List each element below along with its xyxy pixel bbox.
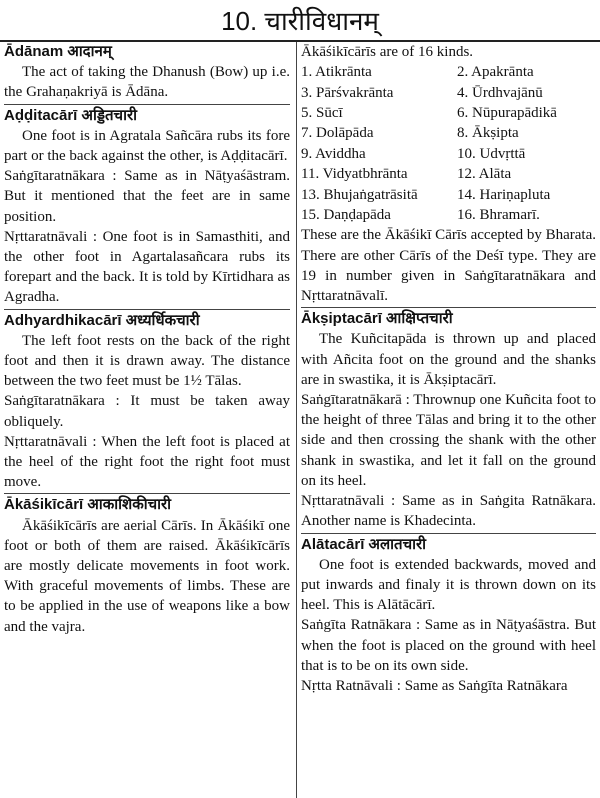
- chapter-title: 10. चारीविधानम्: [221, 6, 379, 36]
- section-heading: Ādānam आदानम्: [4, 43, 112, 60]
- kind-item: 7. Dolāpāda: [301, 125, 374, 142]
- kind-item: 2. Apakrānta: [457, 64, 534, 81]
- kind-item: 3. Pārśvakrānta: [301, 84, 394, 101]
- section-heading: Ākṣiptacārī आक्षिप्तचारी: [301, 307, 596, 329]
- kind-item: 14. Hariṇapluta: [457, 186, 551, 203]
- kind-item: 12. Alāta: [457, 166, 512, 183]
- kinds-intro: Ākāśikīcārīs are of 16 kinds.: [301, 44, 474, 60]
- kind-item: 15. Daṇḍapāda: [301, 207, 391, 224]
- paragraph: Ākāśikīcārīs are aerial Cārīs. In Ākāśikī one foot or both of them are raised. Ākāśikīcārīs are mostly delicate movements in foot work. With graceful movements of limbs. These are to be applied in the use of weapons like a bow and the vajra.: [4, 517, 290, 635]
- kind-item: 8. Ākṣipta: [457, 125, 519, 142]
- left-blocks: [4, 42, 290, 637]
- column-divider: [296, 42, 297, 798]
- kind-item: 6. Nūpurapādikā: [457, 105, 557, 122]
- kinds-row: [301, 164, 596, 184]
- kinds-row: [301, 185, 596, 205]
- paragraph: Nṛttaratnāvali : Same as in Saṅgita Ratnākara. Another name is Khadecinta.: [301, 493, 596, 530]
- kinds-row: [301, 144, 596, 164]
- section-heading: Alātacārī अलातचारी: [301, 533, 596, 555]
- paragraph: Saṅgītaratnākarā : Thrownup one Kuñcita foot to the height of three Tālas and bring it to the other side and then crossing the shank with the other shank in swastika, and let it fall on the ground on its heel.: [301, 392, 596, 489]
- kinds-table: [301, 62, 596, 225]
- kinds-row: [301, 103, 596, 123]
- paragraph: Nṛttaratnāvali : One foot is in Samasthiti, and the other foot in Agartalasañcara rubs its forepart and the back. It is told by Kīrtidhara as Agradha.: [4, 228, 290, 306]
- kind-item: 4. Ūrdhvajānū: [457, 84, 543, 101]
- kinds-row: [301, 83, 596, 103]
- kind-item: 9. Aviddha: [301, 145, 366, 162]
- section-heading: Adhyardhikacārī अध्यर्धिकचारी: [4, 309, 290, 331]
- paragraph: Saṅgītaratnākara : It must be taken away obliquely.: [4, 393, 290, 430]
- paragraph: These are the Ākāśikī Cārīs accepted by Bharata. There are other Cārīs of the Deśī type. They are 19 in number given in Saṅgītaratnākara and Nṛttaratnāvalī.: [301, 227, 596, 305]
- kinds-row: [301, 123, 596, 143]
- left-column: [4, 42, 290, 637]
- kind-item: 10. Udvṛttā: [457, 145, 526, 162]
- paragraph: Saṅgīta Ratnākara : Same as in Nāṭyaśāstra. But when the foot is placed on the ground with heel that is to be on its own side.: [301, 617, 596, 674]
- right-column: [301, 42, 596, 696]
- section-heading: Aḍḍitacārī अड्डितचारी: [4, 104, 290, 126]
- kind-item: 16. Bhramarī.: [457, 207, 540, 224]
- paragraph: The act of taking the Dhanush (Bow) up i.e. the Grahaṇakriyā is Ādāna.: [4, 64, 290, 101]
- kind-item: 11. Vidyatbhrānta: [301, 166, 408, 183]
- kind-item: 5. Sūcī: [301, 105, 343, 122]
- right-blocks: [301, 225, 596, 696]
- paragraph: Nṛttaratnāvali : When the left foot is placed at the heel of the right foot the right foot must move.: [4, 433, 290, 491]
- paragraph: One foot is extended backwards, moved and put inwards and finaly it is thrown down on its heel. This is Alātācārī.: [301, 556, 596, 614]
- kind-item: 13. Bhujaṅgatrāsitā: [301, 186, 418, 203]
- section-heading: Ākāśikīcārī आकाशिकीचारी: [4, 493, 290, 515]
- paragraph: Nṛtta Ratnāvali : Same as Saṅgīta Ratnākara: [301, 677, 568, 694]
- kinds-row: [301, 62, 596, 82]
- paragraph: One foot is in Agratala Sañcāra rubs its fore part or the back against the other, is Aḍḍitacārī.: [4, 127, 290, 165]
- paragraph: The left foot rests on the back of the right foot and then it is drawn away. The distance between the two feet must be 1½ Tālas.: [4, 332, 290, 390]
- paragraph: Saṅgītaratnākara : Same as in Nāṭyaśāstram. But it mentioned that the feet are in same position.: [4, 168, 290, 225]
- kinds-row: [301, 205, 596, 225]
- kind-item: 1. Atikrānta: [301, 64, 372, 81]
- paragraph: The Kuñcitapāda is thrown up and placed with Añcita foot on the ground and the shanks are in swastika, it is Ākṣiptacārī.: [301, 331, 596, 388]
